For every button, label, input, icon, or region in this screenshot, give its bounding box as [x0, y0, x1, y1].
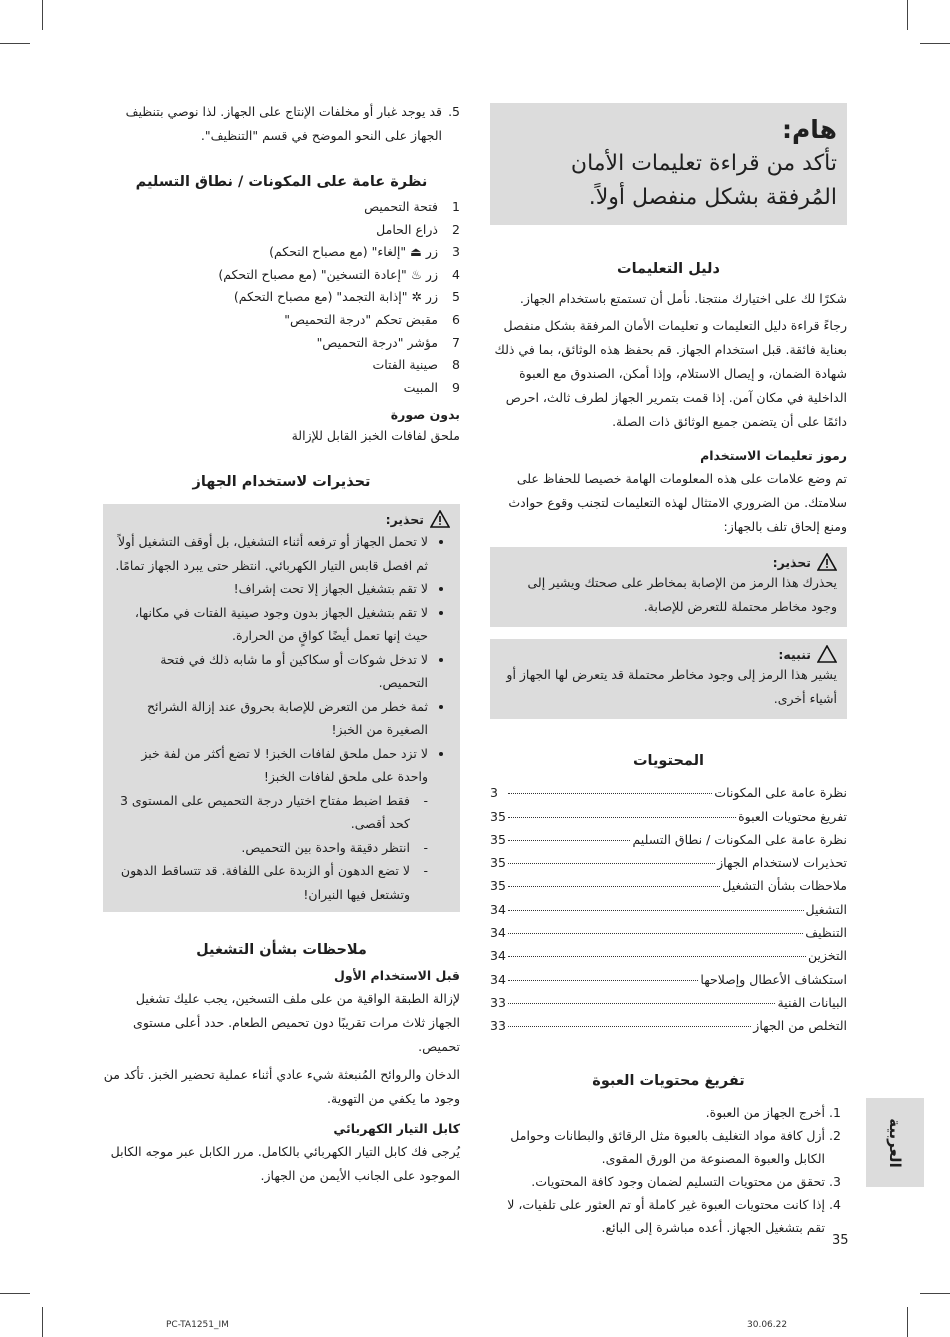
toc-leader	[508, 863, 715, 864]
toc-entry-title: تحذيرات لاستخدام الجهاز	[717, 855, 847, 871]
caution-label: تنبيه:	[778, 646, 811, 662]
warning-icon	[430, 510, 450, 528]
component-item	[103, 196, 460, 219]
toc-entry	[490, 800, 847, 823]
components-heading: نظرة عامة على المكونات / نطاق التسليم	[135, 174, 428, 190]
warnings-label: تحذير:	[385, 511, 424, 527]
language-side-tab	[866, 1098, 924, 1187]
warning-symbol-box	[490, 547, 847, 627]
component-number: 5	[452, 289, 460, 305]
caution-icon	[817, 645, 837, 663]
contents-heading: المحتويات	[632, 753, 705, 769]
warning-bullet: • لا تقم بتشغيل الجهاز إلا تحت إشراف!	[113, 577, 428, 601]
toc-entry-title: نظرة عامة على المكونات / نطاق التسليم	[632, 831, 847, 847]
component-item	[103, 309, 460, 332]
toc-entry	[490, 824, 847, 847]
component-number: 8	[452, 357, 460, 373]
toc-entry	[490, 777, 847, 800]
component-item	[103, 241, 460, 264]
toc-entry	[490, 870, 847, 893]
warning-text: يحذرك هذا الرمز من الإصابة بمخاطر على صحتك ويشير إلى وجود مخاطر محتملة للتعرض للإصابة.	[527, 575, 837, 614]
right-column	[490, 103, 847, 1239]
toc-entry-page: 34	[490, 948, 506, 964]
page-number: 35	[832, 1233, 849, 1248]
crop-mark	[907, 1307, 908, 1337]
component-label: صينية الفتات	[372, 357, 438, 373]
components-list	[103, 196, 460, 399]
toc-entry-page: 35	[490, 878, 506, 894]
component-label: زر ⏏ "إلغاء" (مع مصباح التحكم)	[269, 244, 438, 260]
toc-leader	[508, 840, 630, 841]
warning-icon	[817, 553, 837, 571]
cable-text: يُرجى فك كابل التيار الكهربائي بالكامل. مرر الكابل عبر موجه الكابل الموجود على الجانب الأيمن من الجهاز.	[110, 1144, 460, 1184]
component-label: زر ♨ "إعادة التسخين" (مع مصباح التحكم)	[218, 266, 438, 282]
component-number: 1	[452, 199, 460, 214]
component-number: 7	[452, 334, 460, 350]
toc-leader	[508, 886, 720, 887]
toc-leader	[508, 793, 712, 794]
toc-entry	[490, 893, 847, 916]
left-column	[103, 100, 460, 1188]
toc-entry-title: نظرة عامة على المكونات	[714, 785, 847, 801]
component-label: المبيت	[403, 379, 438, 395]
toc-entry-page: 34	[490, 925, 506, 941]
toc-entry-page: 3	[490, 785, 498, 801]
important-notice	[490, 103, 847, 225]
table-of-contents	[490, 777, 847, 1033]
component-label: مقبض تحكم "درجة التحميص"	[284, 311, 438, 327]
toc-entry-page: 35	[490, 831, 506, 847]
toc-entry-title: التخلص من الجهاز	[753, 1018, 847, 1034]
warning-bullet: • ثمة خطر من التعرض للإصابة بحروق عند إزالة الشرائح الصغيرة من الخبز!	[113, 695, 428, 742]
warning-label: تحذير:	[772, 554, 811, 570]
caution-symbol-box	[490, 639, 847, 719]
footer-date: 30.06.22	[747, 1320, 788, 1330]
dust-note-text: قد يوجد غبار أو مخلفات الإنتاج على الجهاز. لذا نوصي بتنظيف الجهاز على النحو الموضح في قسم "التنظيف".	[125, 104, 442, 143]
caution-text: يشير هذا الرمز إلى وجود مخاطر محتملة قد يتعرض لها الجهاز أو أشياء أخرى.	[506, 667, 837, 706]
toc-entry-page: 34	[490, 971, 506, 987]
toc-entry	[490, 963, 847, 986]
first-use-text-2: الدخان والروائح المُنبعثة شيء عادي أثناء عملية تحضير الخبز. تأكد من وجود ما يكفي من التهوية.	[103, 1067, 460, 1107]
symbols-body: تم وضع علامات على هذه المعلومات الهامة خصيصا للحفاظ على سلامتك. من الضروري الامتثال لهذه التعليمات لتجنب وقوع حوادث ومنع إلحاق تلف بالجهاز:	[508, 471, 847, 534]
dust-note-number: 5.	[448, 104, 460, 119]
crop-mark	[920, 43, 950, 44]
warning-sub-item: - لا تضع الدهون أو الزبدة على اللفافة. قد تتساقط الدهون وتشتعل فيها النيران!	[113, 859, 410, 906]
warnings-heading: تحذيرات لاستخدام الجهاز	[192, 474, 371, 491]
component-label: مؤشر "درجة التحميص"	[316, 334, 438, 350]
toc-entry	[490, 940, 847, 963]
crop-mark	[920, 1293, 950, 1294]
component-item	[103, 264, 460, 287]
toc-entry	[490, 847, 847, 870]
toc-entry-title: تفريغ محتويات العبوة	[738, 808, 847, 824]
unpacking-steps	[490, 1101, 847, 1239]
toc-entry-title: البيانات الفنية	[777, 994, 847, 1010]
important-title: هام:	[781, 115, 837, 144]
unpacking-step: 4. إذا كانت محتويات العبوة غير كاملة أو تم العثور على تلفيات، لا تقم بتشغيل الجهاز. أعده مباشرة إلى البائع.	[490, 1193, 825, 1239]
first-use-heading: قبل الاستخدام الأول	[333, 968, 460, 984]
toc-leader	[508, 980, 698, 981]
unpacking-step: 2. أزل كافة مواد التغليف بالعبوة مثل الرقائق والبطانات وحوامل الكابل والعبوة المصنوعة من الورق المقوى.	[490, 1124, 825, 1170]
footer-model: PC-TA1251_IM	[166, 1320, 229, 1330]
toc-leader	[508, 1003, 775, 1004]
component-number: 6	[452, 311, 460, 327]
component-item	[103, 354, 460, 377]
first-use-text-1: لإزالة الطبقة الواقية من على ملف التسخين، يجب عليك تشغيل الجهاز ثلاث مرات تقريبًا دون تحميص الطعام. حدد أعلى مستوى تحميص.	[133, 991, 460, 1055]
warning-sub-item: - انتظر دقيقة واحدة بين التحميص.	[113, 836, 410, 860]
toc-entry-page: 35	[490, 808, 506, 824]
toc-leader	[508, 1026, 751, 1027]
toc-entry-page: 33	[490, 994, 506, 1010]
unpacking-heading: تفريغ محتويات العبوة	[592, 1073, 745, 1090]
cable-heading: كابل التيار الكهربائي	[333, 1121, 460, 1137]
warning-bullet: • لا تقم بتشغيل الجهاز بدون وجود صينية الفتات في مكانها، حيث إنها تعمل أيضًا كواقٍ من الحرارة.	[113, 601, 428, 648]
language-side-tab-label: العربية	[886, 1117, 904, 1168]
no-image-text: ملحق لفافات الخبز القابل للإزالة	[291, 428, 460, 444]
dust-note	[103, 100, 460, 148]
toc-entry	[490, 987, 847, 1010]
manual-body: رجاءً قراءة دليل التعليمات و تعليمات الأمان المرفقة بشكل منفصل بعناية فائقة. قبل استخدام الجهاز. قم بحفظ هذه الوثائق، بما في ذلك شهادة الضمان، و إيصال الاستلام، وإذا أمكن، الصندوق مع العبوة الداخلية في مكان آمن. إذا قمت بتمرير الجهاز لطرف ثالث، احرص دائمًا على أن يتضمن جميع الوثائق ذات الصلة.	[494, 318, 847, 429]
crop-mark	[0, 43, 30, 44]
toc-entry-page: 35	[490, 855, 506, 871]
toc-leader	[508, 933, 803, 934]
component-item	[103, 377, 460, 400]
manual-heading: دليل التعليمات	[617, 261, 720, 277]
operation-heading: ملاحظات بشأن التشغيل	[196, 942, 367, 959]
toc-entry-title: ملاحظات بشأن التشغيل	[722, 878, 847, 894]
warning-bullet: • لا تزد حمل ملحق لفافات الخبز! لا تضع أكثر من لفة خبز واحدة على ملحق لفافات الخبز!	[113, 742, 428, 789]
toc-entry-title: التشغيل	[805, 901, 847, 917]
component-number: 4	[452, 266, 460, 282]
toc-entry-page: 33	[490, 1018, 506, 1034]
warnings-sub-items	[113, 789, 450, 907]
warnings-box	[103, 504, 460, 912]
component-item	[103, 286, 460, 309]
component-label: ذراع الحامل	[376, 221, 438, 237]
component-item	[103, 332, 460, 355]
toc-entry-page: 34	[490, 901, 506, 917]
component-label: فتحة التحميص	[364, 199, 438, 214]
component-number: 2	[452, 221, 460, 237]
toc-entry	[490, 917, 847, 940]
crop-mark	[0, 1293, 30, 1294]
toc-entry	[490, 1010, 847, 1033]
symbols-heading: رموز تعليمات الاستخدام	[700, 448, 847, 463]
toc-entry-title: التخزين	[807, 948, 847, 964]
no-image-heading: بدون صورة	[390, 407, 460, 423]
crop-mark	[42, 0, 43, 30]
crop-mark	[42, 1307, 43, 1337]
warning-sub-item: - فقط اضبط مفتاح اختيار درجة التحميص على المستوى 3 كحد أقصى.	[113, 789, 410, 836]
unpacking-step: 1. أخرج الجهاز من العبوة.	[490, 1101, 825, 1124]
unpacking-step: 3. تحقق من محتويات التسليم لضمان وجود كافة المحتويات.	[490, 1170, 825, 1193]
component-label: زر ✲ "إذابة التجمد" (مع مصباح التحكم)	[233, 289, 438, 305]
component-number: 3	[452, 244, 460, 260]
toc-leader	[508, 817, 736, 818]
manual-thanks: شكرًا لك على اختيارك منتجنا. نأمل أن تستمتع باستخدام الجهاز.	[519, 291, 847, 306]
crop-mark	[907, 0, 908, 30]
component-number: 9	[452, 379, 460, 395]
toc-entry-title: استكشاف الأعطال وإصلاحها	[700, 971, 847, 987]
warnings-bullets	[113, 530, 450, 789]
important-text: تأكد من قراءة تعليمات الأمان المُرفقة بشكل منفصل أولاً.	[570, 151, 837, 210]
toc-entry-title: التنظيف	[805, 925, 847, 941]
component-item	[103, 219, 460, 242]
toc-leader	[508, 910, 804, 911]
toc-leader	[508, 956, 806, 957]
warning-bullet: • لا تحمل الجهاز أو ترفعه أثناء التشغيل، بل أوقف التشغيل أولاً ثم افصل قابس التيار الكهربائي. انتظر حتى يبرد الجهاز تمامًا.	[113, 530, 428, 577]
warning-bullet: • لا تدخل شوكات أو سكاكين أو ما شابه ذلك في فتحة التحميص.	[113, 648, 428, 695]
